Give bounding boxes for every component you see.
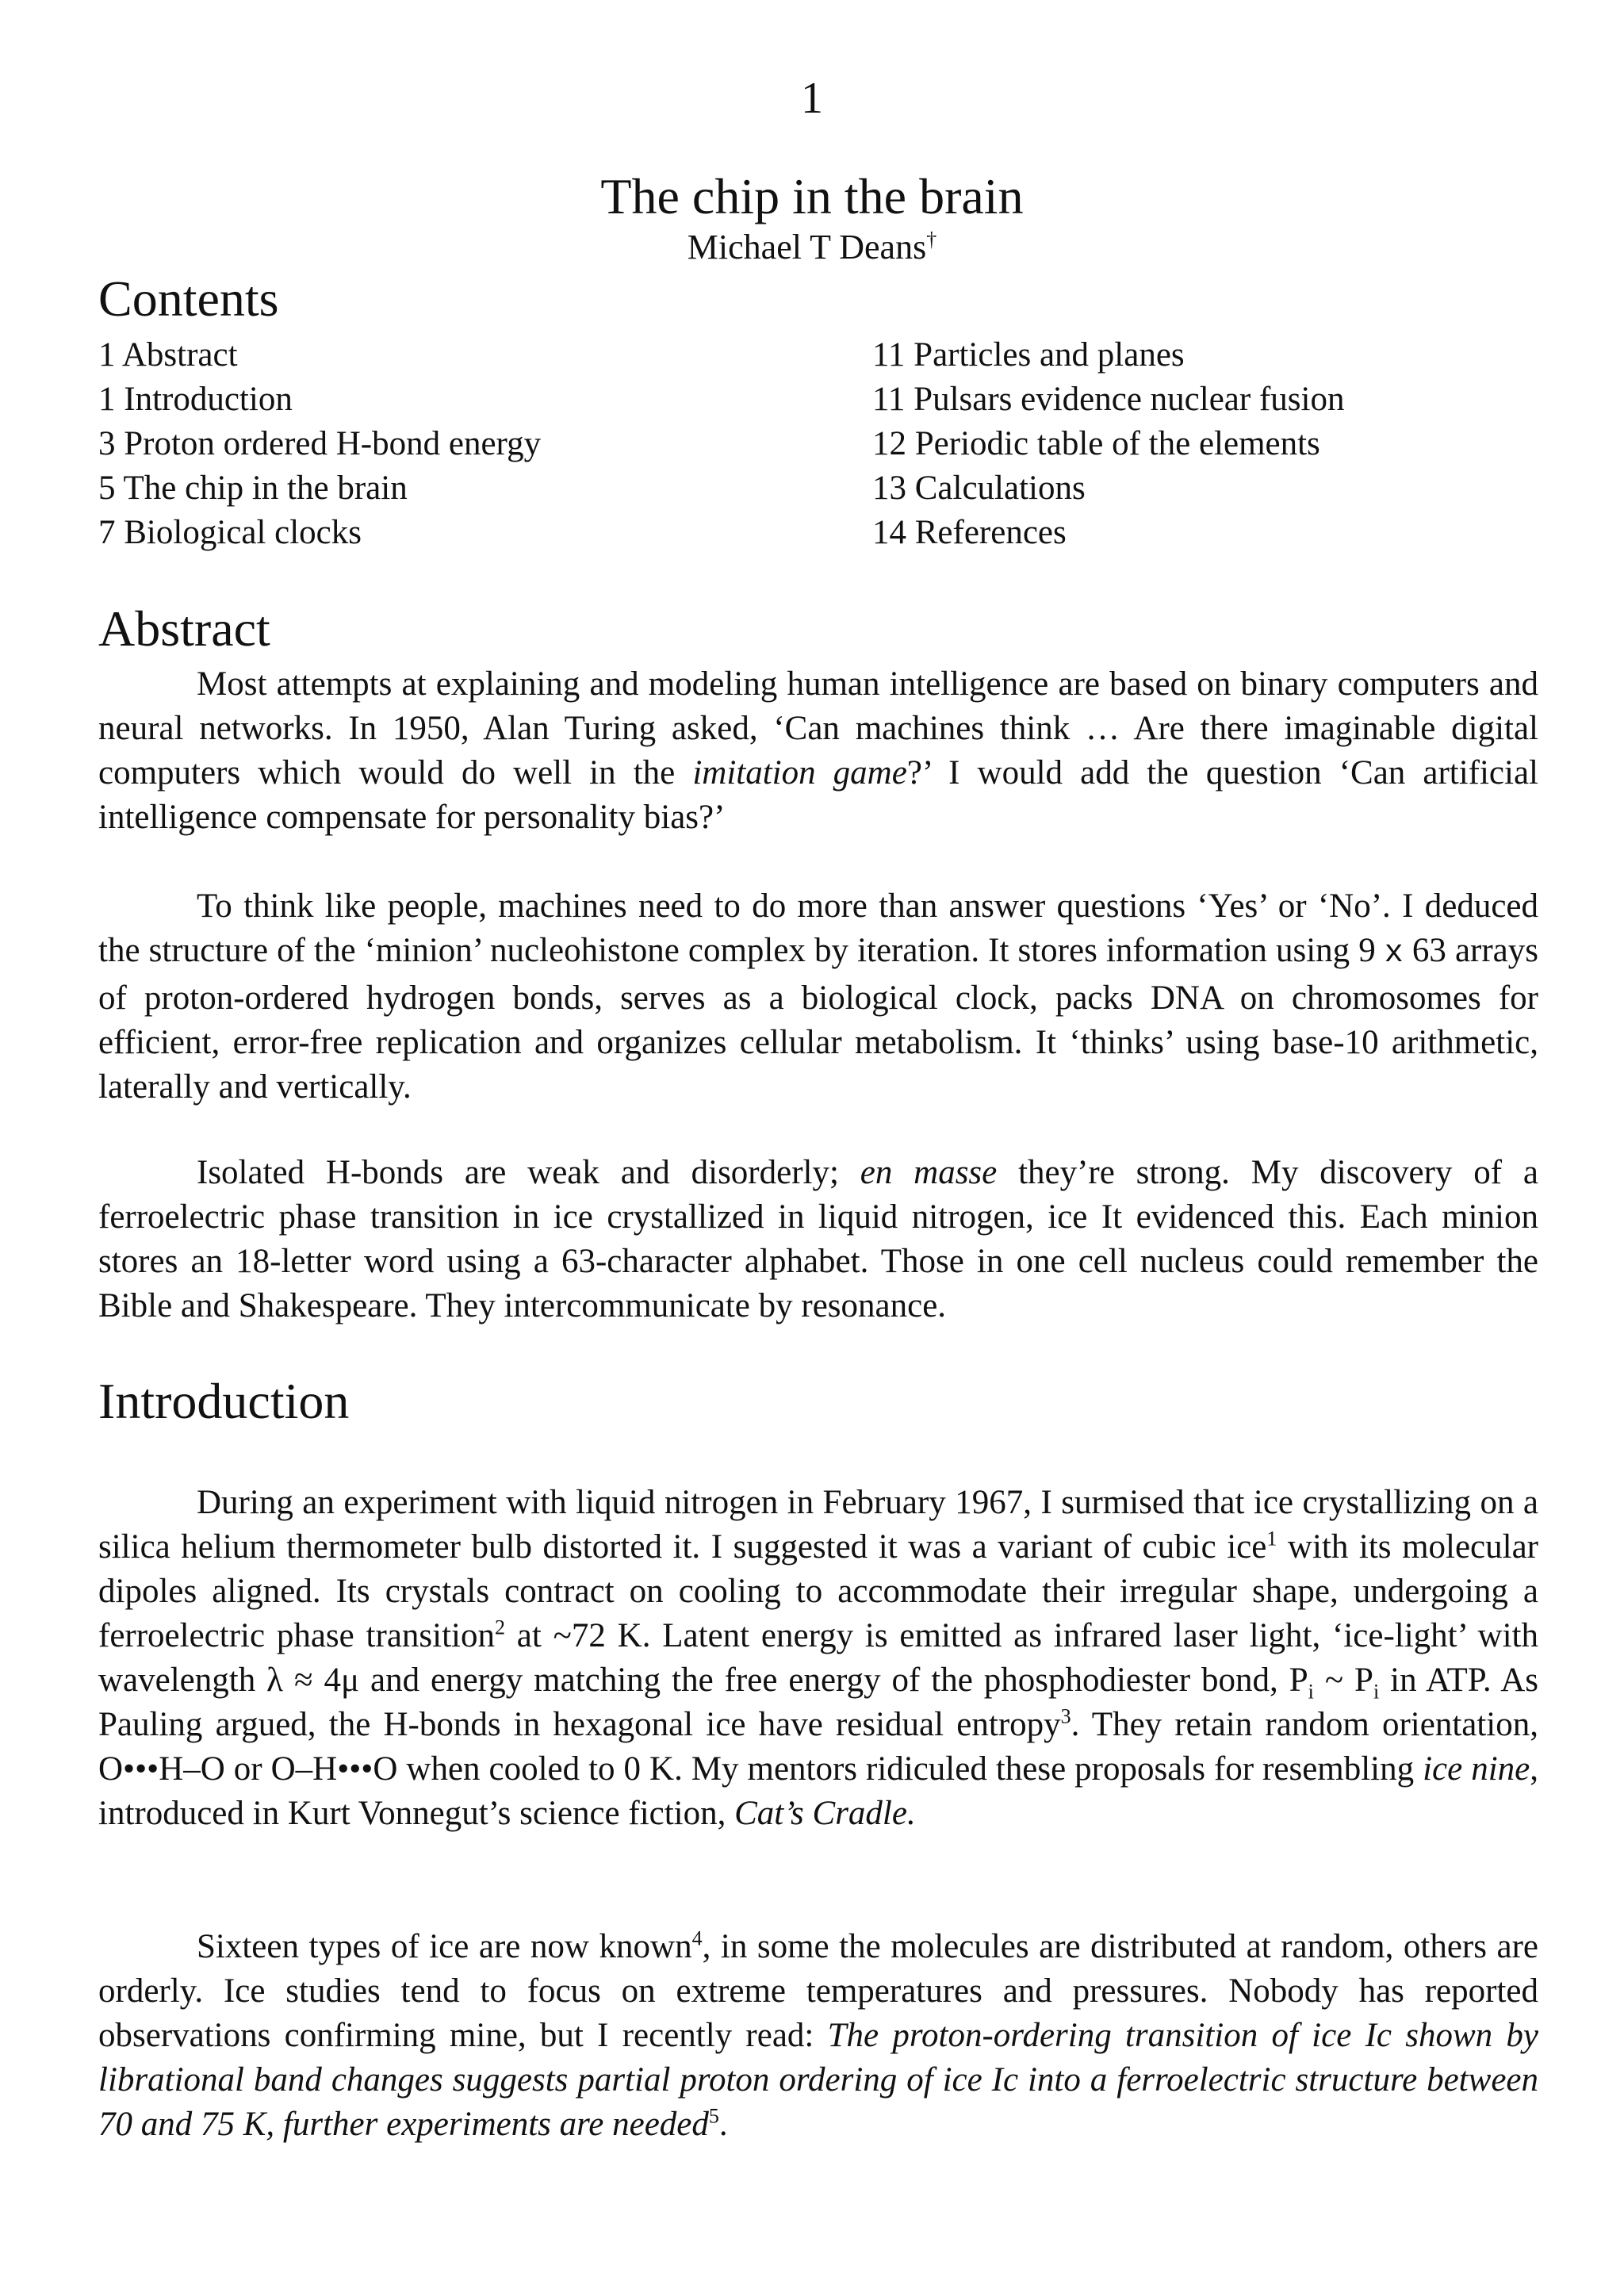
page-number: 1: [801, 74, 823, 123]
toc-item: 1 Introduction: [98, 381, 293, 418]
reference-2: 2: [494, 1616, 505, 1639]
toc-item: 7 Biological clocks: [98, 514, 362, 551]
author-line: [0, 227, 1624, 268]
document-title: The chip in the brain: [600, 168, 1024, 224]
reference-1: 1: [1266, 1527, 1277, 1550]
toc-item: 11 Pulsars evidence nuclear fusion: [872, 381, 1345, 418]
author-name: Michael T Deans: [687, 228, 927, 266]
toc-right-column: [872, 333, 1344, 555]
introduction-paragraph-1: During an experiment with liquid nitrogen in February 1967, I surmised that ice crystallizing on a silica helium thermometer bulb distorted it. I suggested it was a variant of cubic ice$^1$ with its molecular dipoles aligned. Its crystals contract on cooling to accommodate their irregular shape, undergoing a ferroelectric phase transition$^2$ at ~72 K. Latent energy is emitted as infrared laser light, ‘ice-light’ with wavelength λ ≈ 4μ and energy matching the free energy of the phosphodiester bond, $P_i$ ~ $P_i$ in ATP. As Pauling argued, the H-bonds in hexagonal ice have residual entropy$^3$. They retain random orientation, O•••H–O or O–H•••O when cooled to 0 K. My mentors ridiculed these proposals for resembling ice nine, introduced in Kurt Vonnegut’s science fiction, Cat’s Cradle.: [98, 1484, 1538, 1832]
toc-item: 1 Abstract: [98, 336, 238, 374]
author-footnote-mark: †: [926, 228, 937, 251]
introduction-paragraph-2: Sixteen types of ice are now known$^4$, in some the molecules are distributed at random, others are orderly. Ice studies tend to focus on extreme temperatures and pressures. Nobody has reported observations confirming mine, but I recently read: The proton-ordering transition of ice Ic shown by librational band changes suggests partial proton ordering of ice Ic into a ferroelectric structure between 70 and 75 K, further experiments are needed$^5$.: [98, 1926, 1539, 2143]
toc-left-column: [98, 333, 541, 555]
abstract-paragraph-2: To think like people, machines need to do more than answer questions ‘Yes’ or ‘No’. I deduced the structure of the ‘minion’ nucleohistone complex by iteration. It stores information using 9 x 63 arrays of proton-ordered hydrogen bonds, serves as a biological clock, packs DNA on chromosomes for efficient, error-free replication and organizes cellular metabolism. It ‘thinks’ using base-10 arithmetic, laterally and vertically.: [98, 887, 1538, 1106]
abstract-heading: Abstract: [98, 600, 270, 657]
toc-item: 3 Proton ordered H-bond energy: [98, 425, 542, 462]
abstract-paragraph-3: Isolated H-bonds are weak and disorderly; en masse they’re strong. My discovery of a ferroelectric phase transition in ice crystallized in liquid nitrogen, ice It evidenced this. Each minion stores an 18-letter word using a 63-character alphabet. Those in one cell nucleus could remember the Bible and Shakespeare. They intercommunicate by resonance.: [98, 1154, 1538, 1324]
toc-item: 5 The chip in the brain: [98, 470, 408, 507]
introduction-heading: Introduction: [98, 1373, 350, 1429]
contents-heading: Contents: [98, 270, 279, 327]
toc-item: 14 References: [872, 514, 1067, 551]
toc-item: 13 Calculations: [872, 470, 1086, 507]
toc-item: 11 Particles and planes: [872, 336, 1185, 374]
abstract-paragraph-1: Most attempts at explaining and modeling human intelligence are based on binary computers and neural networks. In 1950, Alan Turing asked, ‘Can machines think … Are there imaginable digital computers which would do well in the imitation game?’ I would add the question ‘Can artificial intelligence compensate for personality bias?’: [98, 665, 1538, 836]
reference-4: 4: [691, 1926, 703, 1950]
reference-3: 3: [1060, 1704, 1071, 1728]
table-of-contents: [98, 333, 1542, 563]
toc-item: 12 Periodic table of the elements: [872, 425, 1320, 462]
reference-5: 5: [708, 2104, 719, 2128]
